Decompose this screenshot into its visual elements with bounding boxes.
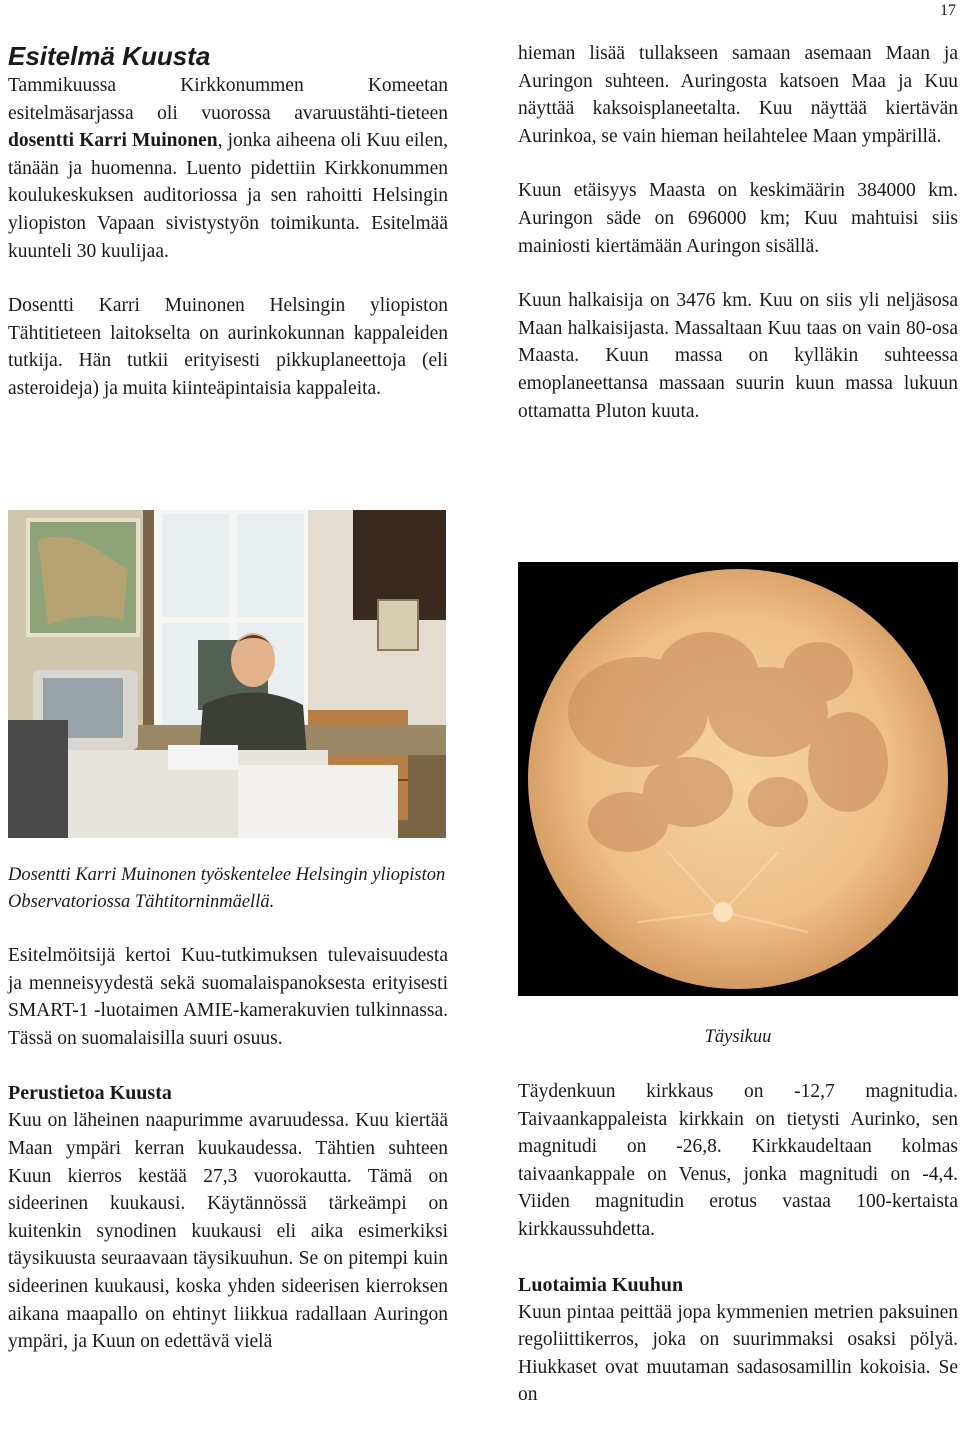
office-photo — [8, 510, 446, 838]
article-title: Esitelmä Kuusta — [8, 41, 211, 71]
full-moon-photo — [518, 562, 958, 996]
probes-paragraph: Kuun pintaa peittää jopa kymmenien metrien paksuinen regoliittikerros, joka on suurimmaksi osaksi pölyä. Hiukkaset ovat muutaman sadasosamillin kokoisia. Se on — [518, 1301, 958, 1406]
right-column-lower — [518, 1078, 958, 1409]
section-heading-probes: Luotaimia Kuuhun — [518, 1273, 684, 1296]
research-paragraph: Esitelmöitsijä kertoi Kuu-tutkimuksen tulevaisuudesta ja menneisyydestä sekä suomalaispanoksesta erityisesti SMART-1 -luotaimen AMIE-kamerakuvien tulkinnassa. Tässä on suomalaisilla suuri osuus. — [8, 945, 448, 1049]
distance-paragraph: Kuun etäisyys Maasta on keskimäärin 384000 km. Auringon säde on 696000 km; Kuu mahtuisi siis mainiosti kiertämään Auringon sisällä. — [518, 180, 958, 257]
lecturer-name: dosentti Karri Muinonen — [8, 130, 218, 152]
office-photo-drawing — [8, 510, 446, 838]
moon-caption-wrap — [518, 1024, 958, 1051]
moon-drawing — [518, 562, 958, 996]
page-number: 17 — [940, 2, 956, 19]
orbit-paragraph: hieman lisää tullakseen samaan asemaan Maan ja Auringon suhteen. Auringosta katsoen Maa ja Kuu näyttää kaksoisplaneetalta. Kuu näyttää kiertävän Aurinkoa, se vain hieman heilahtelee Maan ympärillä. — [518, 43, 958, 147]
intro-paragraph: Tammikuussa Kirkkonummen Komeetan esitelmäsarjassa oli vuorossa avaruustähti-tieteen dosentti Karri Muinonen, jonka aiheena oli Kuu eilen, tänään ja huomenna. Luento pidettiin Kirkkonummen koulukeskuksen auditoriossa ja sen rahoitti Helsingin yliopiston Vapaan sivistystyön toimikunta. Esitelmää kuunteli 30 kuulijaa. — [8, 75, 448, 262]
basics-paragraph: Kuu on läheinen naapurimme avaruudessa. Kuu kiertää Maan ympäri kerran kuukaudessa. Tähtien suhteen Kuun kierros kestää 27,3 vuorokautta. Tämä on sideerinen kuukausi. Käytännössä tärkeämpi on kuitenkin synodinen kuukausi eli aika esimerkiksi täysikuusta seuraavaan täysikuuhun. Se on pitempi kuin sideerinen kuukausi, koska yhden sideerisen kierroksen aikana maapallo on ehtinyt liikkua radallaan Auringon ympäri, ja Kuun on edettävä vielä — [8, 1110, 448, 1353]
diameter-paragraph: Kuun halkaisija on 3476 km. Kuu on siis yli neljäsosa Maan halkaisijasta. Massaltaan Kuu taas on vain 80-osa Maasta. Kuun massa on kylläkin suhteessa emoplaneettansa massaan suurin kuun massa lukuun ottamatta Pluton kuuta. — [518, 290, 958, 422]
brightness-paragraph: Täydenkuun kirkkaus on -12,7 magnitudia. Taivaankappaleista kirkkain on tietysti Aurinko, sen magnitudi on -26,8. Kirkkaudeltaan kolmas taivaankappale on Venus, jonka magnitudi on -4,4. Viiden magnitudin erotus vastaa 100-kertaista kirkkaussuhdetta. — [518, 1081, 958, 1240]
moon-caption: Täysikuu — [704, 1027, 772, 1047]
left-column — [8, 40, 448, 403]
right-column — [518, 40, 958, 425]
lecturer-paragraph: Dosentti Karri Muinonen Helsingin yliopiston Tähtitieteen laitokselta on aurinkokunnan kappaleiden tutkija. Hän tutkii erityisesti pikkuplaneettoja (eli asteroideja) ja muita kiinteäpintaisia kappaleita. — [8, 295, 448, 399]
left-column-lower — [8, 862, 448, 1356]
office-photo-caption: Dosentti Karri Muinonen työskentelee Helsingin yliopiston Observatoriossa Tähtitorninmäellä. — [8, 865, 446, 912]
section-heading-basics: Perustietoa Kuusta — [8, 1082, 172, 1105]
